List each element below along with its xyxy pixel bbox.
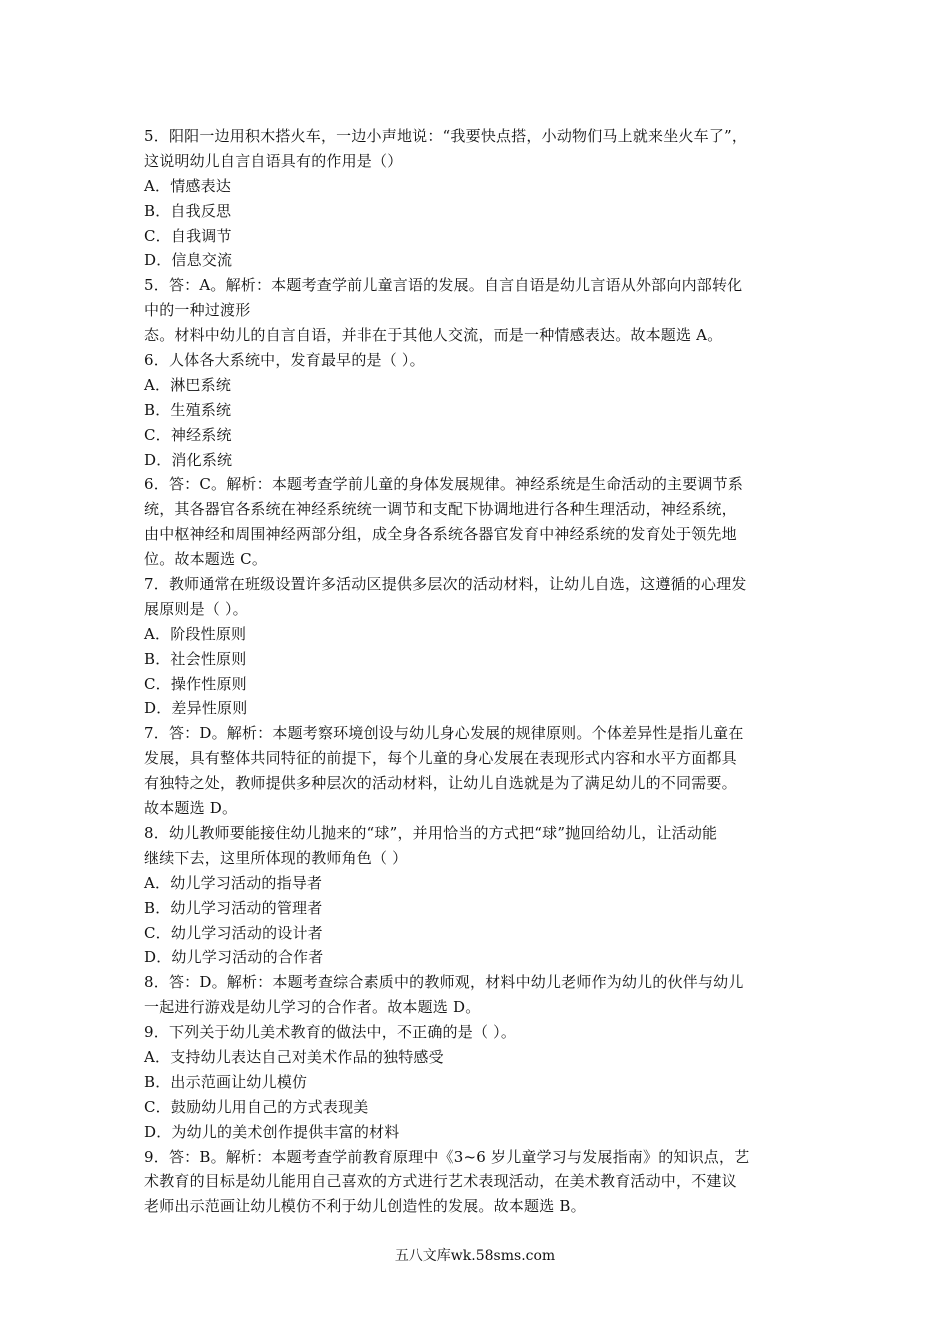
text-line: A．支持幼儿表达自己对美术作品的独特感受 <box>144 1047 444 1066</box>
text-line: C．鼓励幼儿用自己的方式表现美 <box>144 1097 369 1116</box>
text-line: 这说明幼儿自言自语具有的作用是（） <box>144 151 403 170</box>
text-line: D．信息交流 <box>144 251 233 270</box>
text-line: D．幼儿学习活动的合作者 <box>144 948 324 967</box>
text-line: A．阶段性原则 <box>144 624 247 643</box>
text-line: C．自我调节 <box>144 226 232 245</box>
text-line: 继续下去，这里所体现的教师角色（ ） <box>144 848 408 867</box>
text-line: B．自我反思 <box>144 201 232 220</box>
text-line: B．社会性原则 <box>144 649 247 668</box>
text-line: B．生殖系统 <box>144 400 232 419</box>
text-line: 由中枢神经和周围神经两部分组，成全身各系统各器官发育中神经系统的发育处于领先地 <box>144 525 737 544</box>
text-line: 统，其各器官各系统在神经系统统一调节和支配下协调地进行各种生理活动，神经系统， <box>144 500 737 519</box>
text-line: 一起进行游戏是幼儿学习的合作者。故本题选 D。 <box>144 998 481 1017</box>
text-line: 5．答：A。解析：本题考查学前儿童言语的发展。自言自语是幼儿言语从外部向内部转化 <box>144 276 743 295</box>
page-footer: 五八文库wk.58sms.com <box>394 1248 556 1264</box>
text-line: 态。材料中幼儿的自言自语，并非在于其他人交流，而是一种情感表达。故本题选 A。 <box>144 326 723 345</box>
text-line: B．幼儿学习活动的管理者 <box>144 898 323 917</box>
text-line: 9．下列关于幼儿美术教育的做法中，不正确的是（ ）。 <box>144 1023 517 1042</box>
text-line: 展原则是（ ）。 <box>144 599 248 618</box>
text-line: A．幼儿学习活动的指导者 <box>144 873 323 892</box>
text-line: C．幼儿学习活动的设计者 <box>144 923 323 942</box>
text-line: B．出示范画让幼儿模仿 <box>144 1072 308 1091</box>
text-line: 6．答：C。解析：本题考查学前儿童的身体发展规律。神经系统是生命活动的主要调节系 <box>144 475 744 494</box>
text-line: 6．人体各大系统中，发育最早的是（ ）。 <box>144 351 425 370</box>
text-line: 中的一种过渡形 <box>144 301 251 320</box>
text-line: 7．教师通常在班级设置许多活动区提供多层次的活动材料，让幼儿自选，这遵循的心理发 <box>144 575 747 594</box>
text-line: 故本题选 D。 <box>144 799 238 818</box>
text-line: 8．答：D。解析：本题考查综合素质中的教师观，材料中幼儿老师作为幼儿的伙伴与幼儿 <box>144 973 744 992</box>
text-line: C．神经系统 <box>144 425 232 444</box>
text-line: 位。故本题选 C。 <box>144 550 268 569</box>
text-line: D．消化系统 <box>144 450 233 469</box>
text-line: 5．阳阳一边用积木搭火车，一边小声地说：“我要快点搭，小动物们马上就来坐火车了”， <box>144 127 748 145</box>
text-line: D．为幼儿的美术创作提供丰富的材料 <box>144 1122 400 1141</box>
text-line: 8．幼儿教师要能接住幼儿抛来的“球”，并用恰当的方式把“球”抛回给幼儿，让活动能 <box>144 823 718 842</box>
text-line: 有独特之处，教师提供多种层次的活动材料，让幼儿自选就是为了满足幼儿的不同需要。 <box>144 774 737 793</box>
text-line: 术教育的目标是幼儿能用自己喜欢的方式进行艺术表现活动，在美术教育活动中，不建议 <box>144 1172 737 1191</box>
text-line: A．淋巴系统 <box>144 375 232 394</box>
text-line: A．情感表达 <box>144 176 232 195</box>
text-line: D．差异性原则 <box>144 699 248 718</box>
document-body <box>144 124 814 1219</box>
text-line: 老师出示范画让幼儿模仿不利于幼儿创造性的发展。故本题选 B。 <box>144 1197 586 1216</box>
text-line: 9．答：B。解析：本题考查学前教育原理中《3~6 岁儿童学习与发展指南》的知识点，艺 <box>144 1147 750 1166</box>
text-line: 发展，具有整体共同特征的前提下，每个儿童的身心发展在表现形式内容和水平方面都具 <box>144 749 737 768</box>
text-line: 7．答：D。解析：本题考察环境创设与幼儿身心发展的规律原则。个体差异性是指儿童在 <box>144 724 744 743</box>
text-line: C．操作性原则 <box>144 674 247 693</box>
